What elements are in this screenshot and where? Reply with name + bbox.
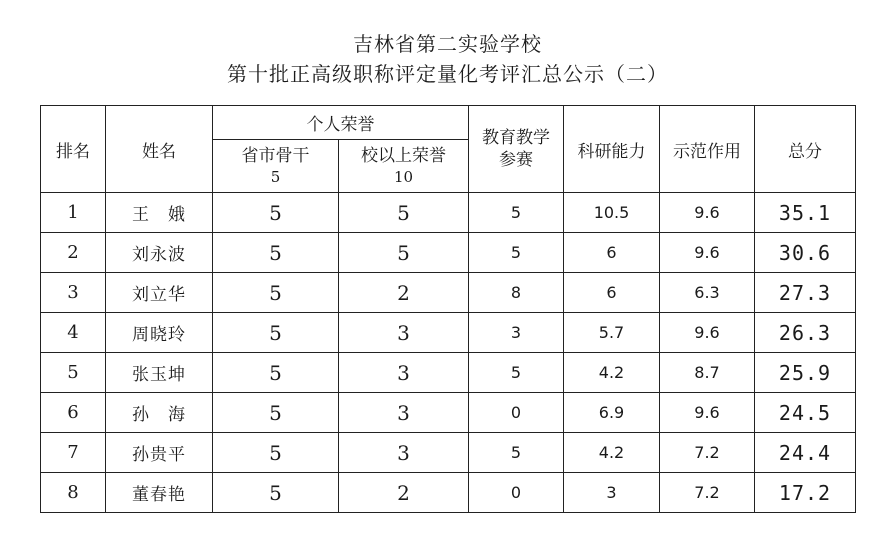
cell-city-backbone: 5 xyxy=(213,313,339,353)
cell-demonstration: 8.7 xyxy=(660,353,755,393)
cell-teaching: 0 xyxy=(469,393,564,433)
header-city-backbone xyxy=(213,140,339,193)
cell-research: 6 xyxy=(564,273,660,313)
cell-demonstration: 6.3 xyxy=(660,273,755,313)
cell-demonstration: 7.2 xyxy=(660,433,755,473)
cell-demonstration: 7.2 xyxy=(660,473,755,513)
school-name: 吉林省第二实验学校 xyxy=(353,32,542,56)
cell-total: 26.3 xyxy=(755,313,856,353)
table-row xyxy=(41,313,856,353)
cell-teaching: 8 xyxy=(469,273,564,313)
cell-city-backbone: 5 xyxy=(213,433,339,473)
cell-teaching: 3 xyxy=(469,313,564,353)
cell-rank: 4 xyxy=(41,313,106,353)
cell-school-honor: 2 xyxy=(339,473,469,513)
cell-rank: 2 xyxy=(41,233,106,273)
header-rank: 排名 xyxy=(41,106,106,193)
cell-rank: 7 xyxy=(41,433,106,473)
cell-school-honor: 5 xyxy=(339,233,469,273)
cell-name: 刘立华 xyxy=(106,273,213,313)
cell-research: 4.2 xyxy=(564,433,660,473)
cell-city-backbone: 5 xyxy=(213,473,339,513)
cell-name: 张玉坤 xyxy=(106,353,213,393)
header-city-backbone-max: 5 xyxy=(270,168,281,186)
header-name: 姓名 xyxy=(106,106,213,193)
cell-name: 孙贵平 xyxy=(106,433,213,473)
header-school-honor-max: 10 xyxy=(393,168,414,186)
cell-name: 刘永波 xyxy=(106,233,213,273)
cell-city-backbone: 5 xyxy=(213,393,339,433)
cell-name: 王 娥 xyxy=(106,193,213,233)
cell-research: 4.2 xyxy=(564,353,660,393)
cell-school-honor: 3 xyxy=(339,353,469,393)
cell-research: 6.9 xyxy=(564,393,660,433)
cell-name: 孙 海 xyxy=(106,393,213,433)
cell-total: 24.4 xyxy=(755,433,856,473)
cell-school-honor: 5 xyxy=(339,193,469,233)
cell-total: 24.5 xyxy=(755,393,856,433)
cell-school-honor: 3 xyxy=(339,433,469,473)
cell-school-honor: 3 xyxy=(339,393,469,433)
table-row xyxy=(41,433,856,473)
cell-teaching: 5 xyxy=(469,433,564,473)
cell-school-honor: 2 xyxy=(339,273,469,313)
cell-research: 5.7 xyxy=(564,313,660,353)
cell-teaching: 5 xyxy=(469,193,564,233)
header-teaching-line2: 参赛 xyxy=(499,150,533,170)
header-demonstration: 示范作用 xyxy=(660,106,755,193)
cell-research: 3 xyxy=(564,473,660,513)
cell-teaching: 0 xyxy=(469,473,564,513)
cell-rank: 5 xyxy=(41,353,106,393)
table-row xyxy=(41,393,856,433)
table-row xyxy=(41,473,856,513)
cell-total: 25.9 xyxy=(755,353,856,393)
table-row xyxy=(41,353,856,393)
header-city-backbone-label: 省市骨干 xyxy=(241,146,310,166)
header-school-honor xyxy=(339,140,469,193)
cell-total: 30.6 xyxy=(755,233,856,273)
cell-name: 周晓玲 xyxy=(106,313,213,353)
cell-school-honor: 3 xyxy=(339,313,469,353)
header-total: 总分 xyxy=(755,106,856,193)
score-table xyxy=(40,105,856,513)
header-teaching-contest xyxy=(469,106,564,193)
header-personal-honor: 个人荣誉 xyxy=(213,106,469,140)
cell-teaching: 5 xyxy=(469,353,564,393)
table-row xyxy=(41,233,856,273)
cell-city-backbone: 5 xyxy=(213,353,339,393)
cell-city-backbone: 5 xyxy=(213,233,339,273)
cell-research: 6 xyxy=(564,233,660,273)
cell-rank: 3 xyxy=(41,273,106,313)
cell-name: 董春艳 xyxy=(106,473,213,513)
cell-total: 35.1 xyxy=(755,193,856,233)
cell-total: 17.2 xyxy=(755,473,856,513)
cell-demonstration: 9.6 xyxy=(660,313,755,353)
header-school-honor-label: 校以上荣誉 xyxy=(361,146,446,166)
cell-city-backbone: 5 xyxy=(213,273,339,313)
cell-demonstration: 9.6 xyxy=(660,193,755,233)
cell-demonstration: 9.6 xyxy=(660,233,755,273)
cell-teaching: 5 xyxy=(469,233,564,273)
header-research: 科研能力 xyxy=(564,106,660,193)
cell-city-backbone: 5 xyxy=(213,193,339,233)
cell-rank: 8 xyxy=(41,473,106,513)
document-title: 第十批正高级职称评定量化考评汇总公示（二） xyxy=(227,62,668,86)
cell-demonstration: 9.6 xyxy=(660,393,755,433)
table-row xyxy=(41,273,856,313)
cell-research: 10.5 xyxy=(564,193,660,233)
cell-rank: 1 xyxy=(41,193,106,233)
header-teaching-line1: 教育教学 xyxy=(482,128,550,148)
cell-total: 27.3 xyxy=(755,273,856,313)
table-row xyxy=(41,193,856,233)
cell-rank: 6 xyxy=(41,393,106,433)
